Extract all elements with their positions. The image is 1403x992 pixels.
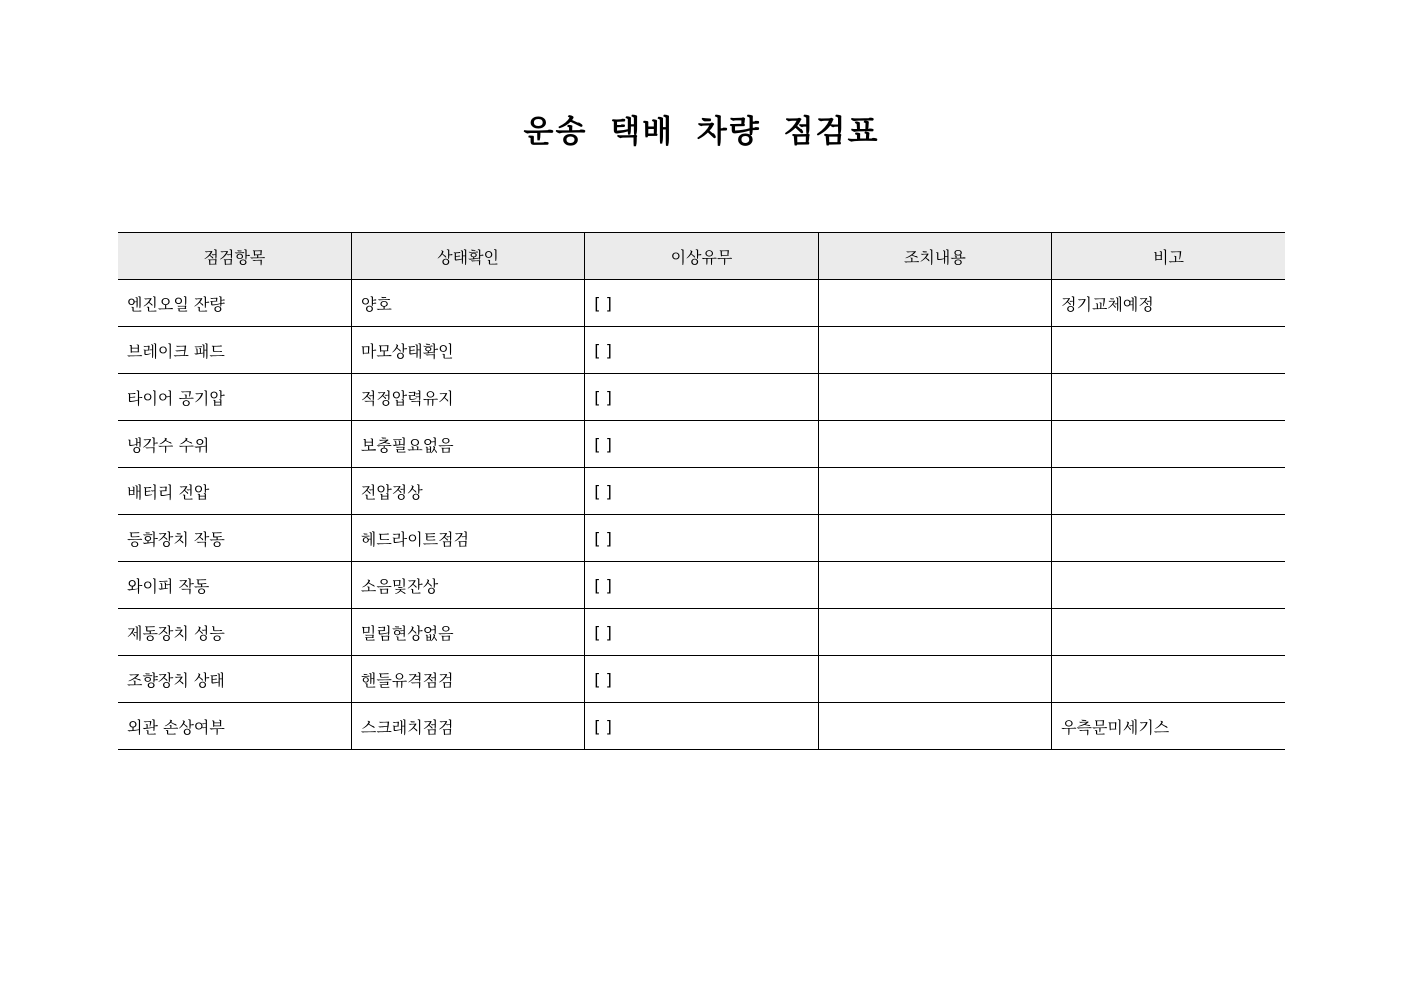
document-title: 운송 택배 차량 점검표 <box>523 114 880 150</box>
cell-note: 우측문미세기스 <box>1052 703 1285 750</box>
cell-note <box>1052 515 1285 562</box>
table-row <box>118 280 1285 327</box>
table-header-row <box>118 233 1285 280</box>
cell-action[interactable] <box>818 703 1051 750</box>
table-row <box>118 327 1285 374</box>
cell-status: 보충필요없음 <box>351 421 584 468</box>
cell-abnormal-checkbox[interactable]: [ ] <box>585 280 818 327</box>
cell-item: 외관 손상여부 <box>118 703 351 750</box>
cell-item: 배터리 전압 <box>118 468 351 515</box>
cell-item: 냉각수 수위 <box>118 421 351 468</box>
cell-action[interactable] <box>818 515 1051 562</box>
cell-item: 브레이크 패드 <box>118 327 351 374</box>
cell-note <box>1052 562 1285 609</box>
header-inspection-item: 점검항목 <box>118 233 351 280</box>
cell-note <box>1052 468 1285 515</box>
cell-note: 정기교체예정 <box>1052 280 1285 327</box>
header-remarks: 비고 <box>1052 233 1285 280</box>
cell-note <box>1052 374 1285 421</box>
inspection-table <box>118 232 1285 750</box>
header-status-check: 상태확인 <box>351 233 584 280</box>
cell-action[interactable] <box>818 656 1051 703</box>
table-row <box>118 515 1285 562</box>
cell-abnormal-checkbox[interactable]: [ ] <box>585 327 818 374</box>
cell-abnormal-checkbox[interactable]: [ ] <box>585 609 818 656</box>
cell-action[interactable] <box>818 421 1051 468</box>
cell-item: 조향장치 상태 <box>118 656 351 703</box>
cell-abnormal-checkbox[interactable]: [ ] <box>585 562 818 609</box>
cell-abnormal-checkbox[interactable]: [ ] <box>585 468 818 515</box>
cell-action[interactable] <box>818 280 1051 327</box>
cell-status: 헤드라이트점검 <box>351 515 584 562</box>
cell-abnormal-checkbox[interactable]: [ ] <box>585 421 818 468</box>
cell-abnormal-checkbox[interactable]: [ ] <box>585 703 818 750</box>
cell-status: 소음및잔상 <box>351 562 584 609</box>
header-abnormality: 이상유무 <box>585 233 818 280</box>
cell-status: 전압정상 <box>351 468 584 515</box>
cell-item: 제동장치 성능 <box>118 609 351 656</box>
cell-action[interactable] <box>818 374 1051 421</box>
cell-status: 양호 <box>351 280 584 327</box>
table-row <box>118 468 1285 515</box>
table-row <box>118 421 1285 468</box>
table-row <box>118 609 1285 656</box>
cell-abnormal-checkbox[interactable]: [ ] <box>585 374 818 421</box>
table-row <box>118 703 1285 750</box>
cell-item: 타이어 공기압 <box>118 374 351 421</box>
cell-item: 와이퍼 작동 <box>118 562 351 609</box>
table-row <box>118 374 1285 421</box>
table-row <box>118 562 1285 609</box>
cell-note <box>1052 421 1285 468</box>
cell-item: 엔진오일 잔량 <box>118 280 351 327</box>
cell-action[interactable] <box>818 327 1051 374</box>
cell-status: 마모상태확인 <box>351 327 584 374</box>
cell-status: 핸들유격점검 <box>351 656 584 703</box>
cell-item: 등화장치 작동 <box>118 515 351 562</box>
cell-note <box>1052 327 1285 374</box>
cell-action[interactable] <box>818 468 1051 515</box>
cell-action[interactable] <box>818 609 1051 656</box>
table-row <box>118 656 1285 703</box>
cell-action[interactable] <box>818 562 1051 609</box>
cell-abnormal-checkbox[interactable]: [ ] <box>585 515 818 562</box>
cell-abnormal-checkbox[interactable]: [ ] <box>585 656 818 703</box>
cell-note <box>1052 656 1285 703</box>
cell-status: 스크래치점검 <box>351 703 584 750</box>
cell-note <box>1052 609 1285 656</box>
cell-status: 적정압력유지 <box>351 374 584 421</box>
cell-status: 밀림현상없음 <box>351 609 584 656</box>
header-action-taken: 조치내용 <box>818 233 1051 280</box>
